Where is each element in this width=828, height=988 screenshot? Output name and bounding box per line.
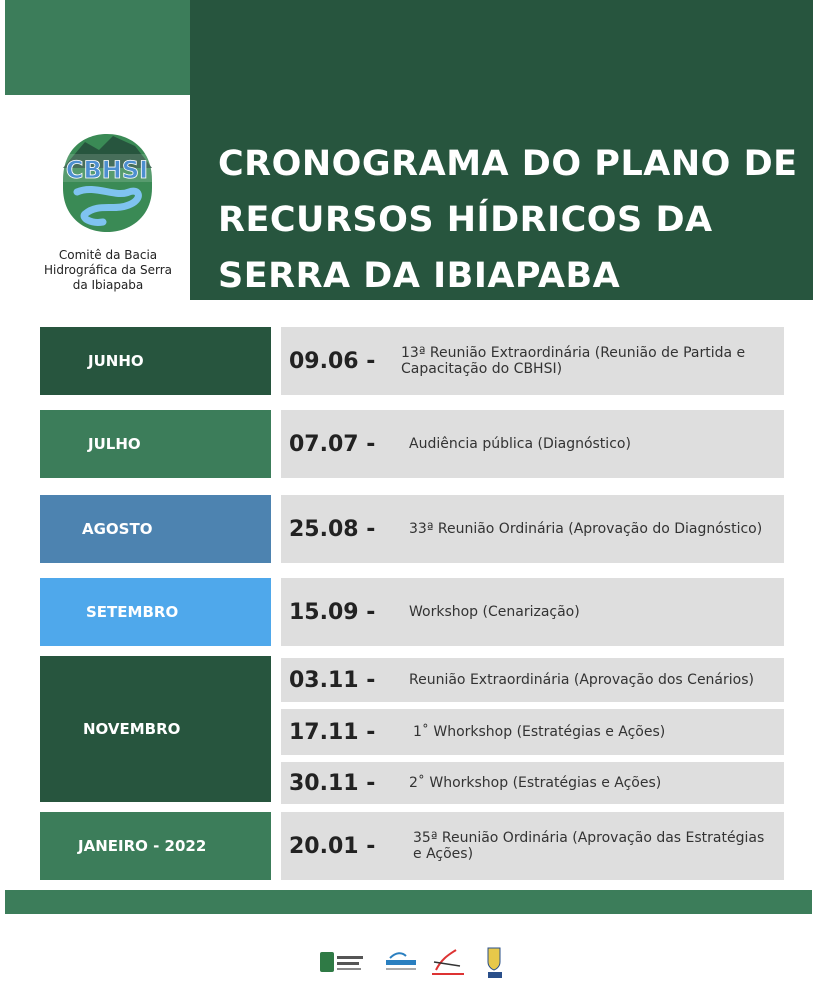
month-label: NOVEMBRO [83,720,181,738]
month-agosto [40,495,271,563]
sponsor-logos [318,944,518,980]
event-description: 1˚ Whorkshop (Estratégias e Ações) [413,724,666,740]
event-row [281,410,784,478]
event-description: 13ª Reunião Extraordinária (Reunião de Partida e Capacitação do CBHSI) [401,345,746,377]
month-label: SETEMBRO [86,603,179,621]
event-date: 07.07 - [289,431,376,457]
cbhsi-logo [55,128,160,236]
month-label: AGOSTO [82,520,153,538]
top-left-band [5,0,190,95]
event-row [281,327,784,395]
event-date: 09.06 - [289,348,376,374]
event-description: Reunião Extraordinária (Aprovação dos Cenários) [409,672,754,688]
footer-bar [5,890,812,914]
month-label: JULHO [88,435,141,453]
event-row [281,658,784,702]
month-label: JUNHO [88,352,144,370]
event-date: 20.01 - [289,833,376,859]
event-description: 2˚ Whorkshop (Estratégias e Ações) [409,775,662,791]
month-label: JANEIRO - 2022 [78,837,207,855]
ufc-logo [488,948,502,978]
logo-wordmark: CBHSI [65,156,149,184]
event-row [281,495,784,563]
event-description: Workshop (Cenarização) [409,604,580,620]
event-row [281,709,784,755]
logo-caption: Comitê da Bacia Hidrográfica da Serra da Ibiapaba [43,248,172,292]
cogerh-logo [386,953,416,970]
month-setembro [40,578,271,646]
ceara-government-logo [320,952,363,972]
event-description: 33ª Reunião Ordinária (Aprovação do Diagnóstico) [409,521,763,537]
event-date: 25.08 - [289,516,376,542]
month-julho [40,410,271,478]
month-novembro [40,656,271,802]
event-row [281,578,784,646]
event-date: 30.11 - [289,770,376,796]
event-row [281,762,784,804]
month-janeiro-2022 [40,812,271,880]
event-date: 15.09 - [289,599,376,625]
event-row [281,812,784,880]
event-date: 17.11 - [289,719,376,745]
event-description: 35ª Reunião Ordinária (Aprovação das Estratégias e Ações) [413,830,765,862]
event-date: 03.11 - [289,667,376,693]
funcap-logo [432,950,464,975]
event-description: Audiência pública (Diagnóstico) [409,436,631,452]
month-junho [40,327,271,395]
page-title: CRONOGRAMA DO PLANO DE RECURSOS HÍDRICOS DA SERRA DA IBIAPABA [218,144,798,296]
